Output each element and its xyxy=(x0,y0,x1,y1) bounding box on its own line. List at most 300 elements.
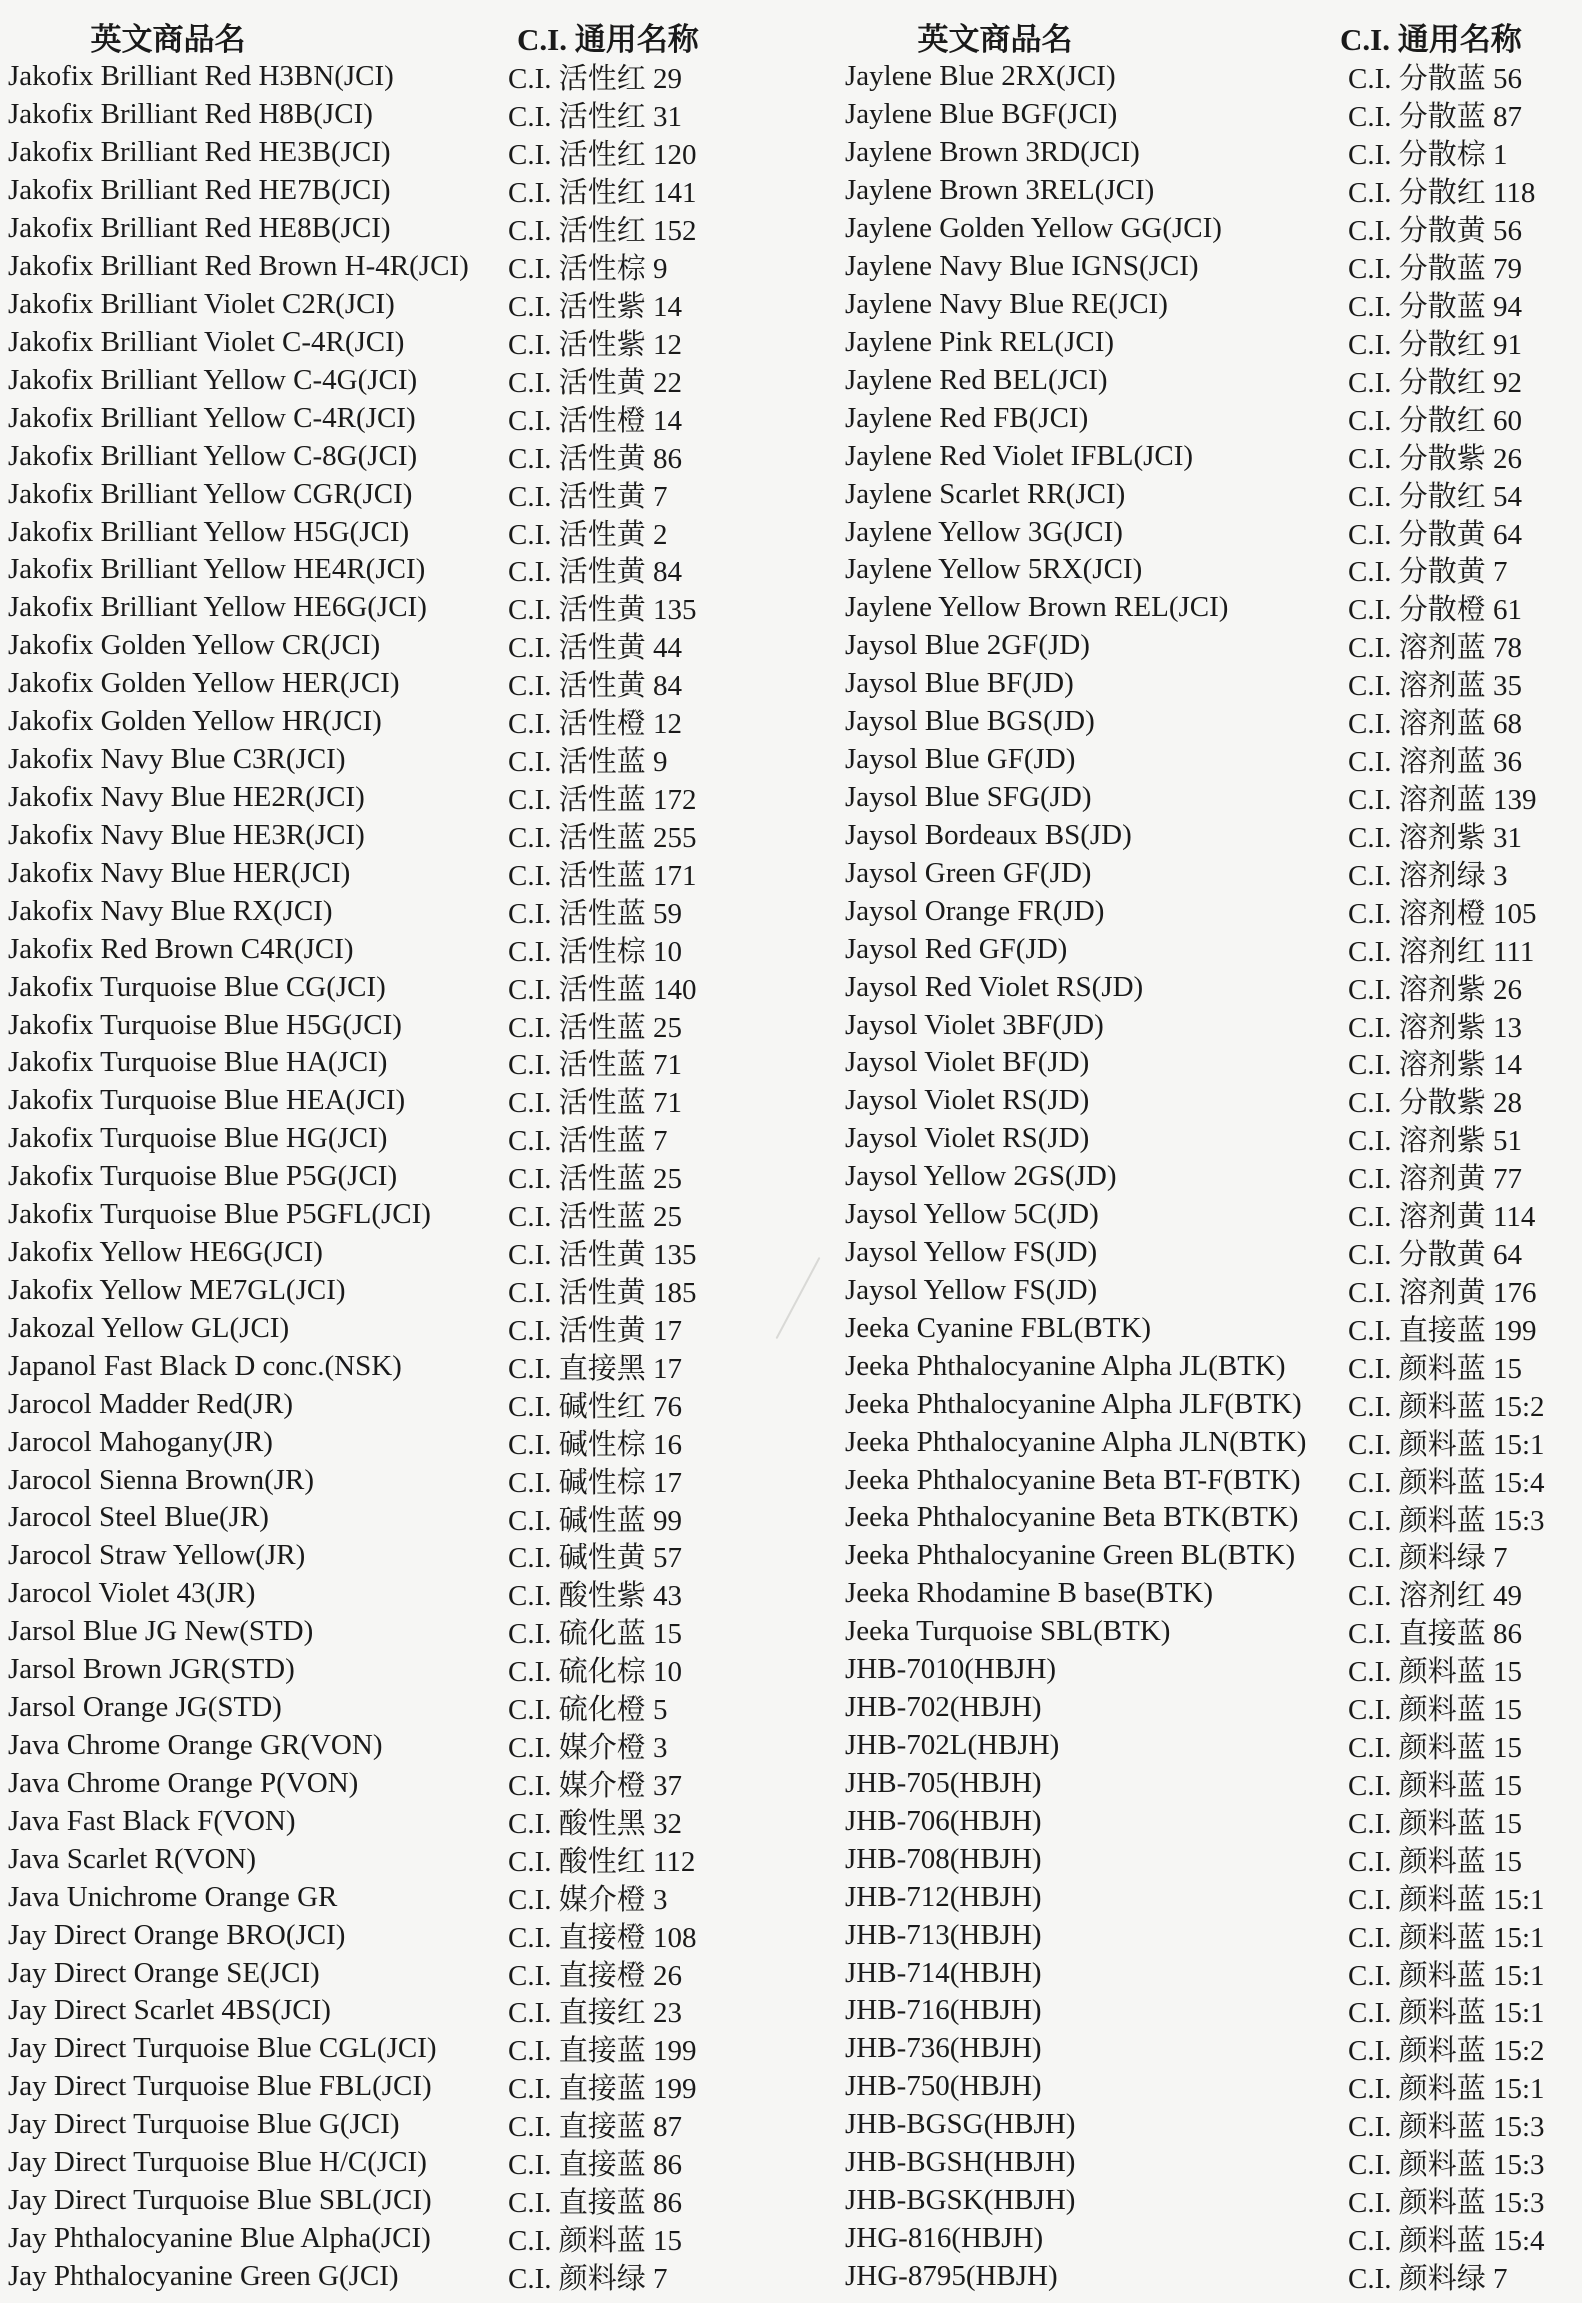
trade-name-cell: Jarocol Madder Red(JR) xyxy=(8,1387,294,1420)
trade-name-cell: Jeeka Phthalocyanine Alpha JL(BTK) xyxy=(845,1349,1286,1382)
table-row xyxy=(790,551,1582,589)
trade-name-cell: JHG-816(HBJH) xyxy=(845,2222,1044,2254)
ci-name-cell: C.I. 分散紫 26 xyxy=(1348,442,1523,475)
trade-name-cell: Jarocol Steel Blue(JR) xyxy=(8,1501,269,1534)
table-row xyxy=(0,627,790,665)
table-row xyxy=(0,1916,790,1954)
ci-name-cell: C.I. 直接蓝 86 xyxy=(1348,1618,1523,1651)
trade-name-cell: Jaylene Yellow Brown REL(JCI) xyxy=(845,591,1229,624)
table-row xyxy=(0,2144,790,2182)
trade-name-cell: Jakofix Navy Blue HER(JCI) xyxy=(8,856,351,889)
ci-name-cell: C.I. 分散紫 28 xyxy=(1348,1087,1523,1120)
trade-name-cell: JHB-750(HBJH) xyxy=(845,2070,1042,2103)
trade-name-cell: Jaysol Blue GF(JD) xyxy=(845,743,1076,776)
ci-name-cell: C.I. 酸性红 112 xyxy=(508,1845,696,1878)
ci-name-cell: C.I. 颜料蓝 15:4 xyxy=(1348,1466,1545,1499)
table-row xyxy=(790,627,1582,665)
trade-name-cell: JHB-736(HBJH) xyxy=(845,2032,1042,2065)
table-row xyxy=(0,1802,790,1840)
table-row xyxy=(790,1461,1582,1499)
table-row xyxy=(0,58,790,96)
trade-name-cell: Jeeka Phthalocyanine Green BL(BTK) xyxy=(845,1539,1296,1572)
ci-name-cell: C.I. 颜料蓝 15:4 xyxy=(1348,2225,1545,2258)
table-row xyxy=(0,361,790,399)
trade-name-cell: Jakofix Navy Blue C3R(JCI) xyxy=(8,743,346,776)
ci-name-cell: C.I. 溶剂紫 26 xyxy=(1348,973,1523,1006)
table-row xyxy=(790,1689,1582,1727)
trade-name-cell: Jaysol Blue BF(JD) xyxy=(845,667,1074,700)
ci-name-cell: C.I. 直接蓝 87 xyxy=(508,2111,683,2144)
ci-name-cell: C.I. 颜料绿 7 xyxy=(1348,2262,1508,2295)
ci-name-cell: C.I. 硫化蓝 15 xyxy=(508,1618,683,1651)
ci-name-cell: C.I. 颜料绿 7 xyxy=(508,2262,668,2295)
table-row xyxy=(0,551,790,589)
ci-name-cell: C.I. 活性橙 14 xyxy=(508,404,683,437)
table-row xyxy=(790,1992,1582,2030)
table-row xyxy=(0,513,790,551)
table-row xyxy=(0,2068,790,2106)
table-row xyxy=(0,1044,790,1082)
table-row xyxy=(790,1347,1582,1385)
table-row xyxy=(0,248,790,286)
ci-name-cell: C.I. 活性蓝 59 xyxy=(508,897,683,930)
ci-name-cell: C.I. 分散蓝 79 xyxy=(1348,253,1523,286)
table-row xyxy=(0,1575,790,1613)
trade-name-cell: Jaysol Green GF(JD) xyxy=(845,856,1092,889)
ci-name-cell: C.I. 溶剂黄 114 xyxy=(1348,1201,1536,1234)
ci-name-cell: C.I. 直接蓝 86 xyxy=(508,2149,683,2182)
table-row xyxy=(790,2030,1582,2068)
ci-name-cell: C.I. 活性蓝 255 xyxy=(508,821,697,854)
ci-name-cell: C.I. 直接蓝 86 xyxy=(508,2187,683,2220)
trade-name-cell: Jaysol Violet RS(JD) xyxy=(845,1122,1090,1155)
ci-name-cell: C.I. 颜料蓝 15 xyxy=(1348,1656,1523,1689)
ci-name-cell: C.I. 颜料蓝 15:3 xyxy=(1348,2187,1545,2220)
trade-name-cell: Jaylene Navy Blue RE(JCI) xyxy=(845,287,1168,320)
table-row xyxy=(0,1764,790,1802)
table-row xyxy=(0,779,790,817)
table-row xyxy=(790,892,1582,930)
trade-name-cell: Jaylene Red Violet IFBL(JCI) xyxy=(845,439,1194,472)
trade-name-cell: Jay Direct Turquoise Blue CGL(JCI) xyxy=(8,2032,437,2065)
trade-name-cell: Jeeka Cyanine FBL(BTK) xyxy=(845,1311,1152,1344)
table-row xyxy=(0,1727,790,1765)
ci-name-cell: C.I. 分散蓝 94 xyxy=(1348,291,1523,323)
trade-name-cell: Jaysol Bordeaux BS(JD) xyxy=(845,818,1132,851)
trade-name-cell: Jaylene Golden Yellow GG(JCI) xyxy=(845,212,1222,245)
ci-name-cell: C.I. 直接蓝 199 xyxy=(1348,1314,1537,1347)
trade-name-cell: Jaylene Yellow 3G(JCI) xyxy=(845,515,1123,548)
table-row xyxy=(0,323,790,361)
table-row xyxy=(790,2144,1582,2182)
trade-name-cell: Jay Phthalocyanine Blue Alpha(JCI) xyxy=(8,2222,431,2254)
ci-name-cell: C.I. 活性蓝 25 xyxy=(508,1201,683,1234)
trade-name-cell: Jaysol Blue 2GF(JD) xyxy=(845,629,1090,662)
ci-name-cell: C.I. 活性黄 22 xyxy=(508,366,683,399)
ci-name-cell: C.I. 碱性红 76 xyxy=(508,1390,683,1423)
table-row xyxy=(0,1878,790,1916)
trade-name-cell: Jaysol Blue BGS(JD) xyxy=(845,705,1095,738)
ci-name-cell: C.I. 活性蓝 71 xyxy=(508,1087,683,1120)
ci-name-cell: C.I. 分散黄 7 xyxy=(1348,556,1508,589)
trade-name-cell: Java Chrome Orange GR(VON) xyxy=(8,1729,383,1762)
table-row xyxy=(790,1651,1582,1689)
left-table xyxy=(0,14,790,2295)
table-row xyxy=(0,1537,790,1575)
ci-name-cell: C.I. 活性黄 2 xyxy=(508,518,668,551)
trade-name-cell: Jaysol Orange FR(JD) xyxy=(845,894,1105,927)
trade-name-cell: Jaylene Scarlet RR(JCI) xyxy=(845,477,1126,510)
table-row xyxy=(0,1992,790,2030)
ci-name-cell: C.I. 颜料蓝 15:3 xyxy=(1348,2149,1545,2182)
trade-name-cell: Jay Direct Turquoise Blue SBL(JCI) xyxy=(8,2184,432,2217)
trade-name-cell: Jeeka Turquoise SBL(BTK) xyxy=(845,1615,1171,1648)
trade-name-cell: Jakozal Yellow GL(JCI) xyxy=(8,1311,290,1344)
trade-name-cell: Jakofix Turquoise Blue HA(JCI) xyxy=(8,1046,388,1079)
table-row xyxy=(0,930,790,968)
ci-name-cell: C.I. 活性黄 86 xyxy=(508,442,683,475)
ci-name-cell: C.I. 活性棕 10 xyxy=(508,935,683,968)
table-row xyxy=(0,1272,790,1310)
table-row xyxy=(790,286,1582,324)
trade-name-cell: Jay Direct Orange SE(JCI) xyxy=(8,1956,320,1989)
trade-name-cell: Jakofix Turquoise Blue H5G(JCI) xyxy=(8,1008,402,1041)
table-row xyxy=(790,2106,1582,2144)
ci-name-cell: C.I. 颜料蓝 15 xyxy=(1348,1352,1523,1385)
ci-name-cell: C.I. 活性蓝 7 xyxy=(508,1125,668,1158)
trade-name-cell: Jakofix Golden Yellow HR(JCI) xyxy=(8,705,382,738)
table-row xyxy=(790,1234,1582,1272)
table-row xyxy=(790,513,1582,551)
ci-name-cell: C.I. 活性黄 135 xyxy=(508,594,697,627)
table-row xyxy=(0,2182,790,2220)
table-row xyxy=(0,1309,790,1347)
table-row xyxy=(790,2220,1582,2258)
table-row xyxy=(0,854,790,892)
ci-name-cell: C.I. 活性蓝 171 xyxy=(508,859,697,892)
trade-name-cell: Jakofix Brilliant Red H3BN(JCI) xyxy=(8,60,394,93)
ci-name-cell: C.I. 活性红 29 xyxy=(508,63,683,96)
ci-name-cell: C.I. 颜料蓝 15 xyxy=(1348,1694,1523,1727)
ci-name-cell: C.I. 溶剂蓝 36 xyxy=(1348,746,1523,779)
ci-name-cell: C.I. 活性紫 12 xyxy=(508,328,683,361)
ci-name-cell: C.I. 活性橙 12 xyxy=(508,708,683,741)
right-table xyxy=(790,14,1582,2295)
ci-name-cell: C.I. 溶剂黄 176 xyxy=(1348,1276,1537,1309)
ci-name-cell: C.I. 分散红 118 xyxy=(1348,177,1536,210)
table-row xyxy=(0,968,790,1006)
trade-name-cell: JHB-713(HBJH) xyxy=(845,1918,1042,1951)
ci-name-cell: C.I. 活性紫 14 xyxy=(508,291,683,323)
trade-name-cell: Jay Direct Scarlet 4BS(JCI) xyxy=(8,1994,331,2027)
trade-name-cell: Jarsol Orange JG(STD) xyxy=(8,1691,282,1724)
table-row xyxy=(790,1006,1582,1044)
ci-name-cell: C.I. 分散红 91 xyxy=(1348,328,1523,361)
right-table-body xyxy=(790,58,1582,2295)
ci-name-cell: C.I. 活性黄 135 xyxy=(508,1239,697,1272)
table-row xyxy=(0,1385,790,1423)
table-row xyxy=(790,1158,1582,1196)
trade-name-cell: Jakofix Turquoise Blue HG(JCI) xyxy=(8,1122,388,1155)
ci-name-cell: C.I. 溶剂蓝 139 xyxy=(1348,783,1537,816)
table-row xyxy=(0,172,790,210)
table-row xyxy=(0,1423,790,1461)
table-row xyxy=(0,1006,790,1044)
trade-name-cell: Jakofix Navy Blue RX(JCI) xyxy=(8,894,333,927)
table-row xyxy=(790,2182,1582,2220)
trade-name-cell: Jaysol Red GF(JD) xyxy=(845,932,1068,965)
ci-name-cell: C.I. 颜料蓝 15:1 xyxy=(1348,1883,1545,1916)
table-row xyxy=(790,58,1582,96)
ci-name-cell: C.I. 颜料蓝 15:1 xyxy=(1348,1997,1545,2030)
ci-name-cell: C.I. 硫化橙 5 xyxy=(508,1694,668,1727)
table-row xyxy=(790,1499,1582,1537)
ci-name-cell: C.I. 溶剂蓝 35 xyxy=(1348,670,1523,703)
table-row xyxy=(790,2068,1582,2106)
trade-name-cell: Jakofix Brilliant Red Brown H-4R(JCI) xyxy=(8,250,469,283)
table-row xyxy=(0,703,790,741)
table-row xyxy=(790,1309,1582,1347)
table-row xyxy=(790,1423,1582,1461)
table-row xyxy=(790,1840,1582,1878)
table-row xyxy=(0,741,790,779)
trade-name-cell: Jakofix Turquoise Blue P5G(JCI) xyxy=(8,1160,398,1193)
table-row xyxy=(790,1044,1582,1082)
table-row xyxy=(0,816,790,854)
table-row xyxy=(790,665,1582,703)
ci-name-cell: C.I. 溶剂紫 51 xyxy=(1348,1125,1523,1158)
column-header-ci-name: C.I. 通用名称 xyxy=(517,22,699,57)
trade-name-cell: Jarocol Violet 43(JR) xyxy=(8,1577,256,1610)
trade-name-cell: JHB-BGSH(HBJH) xyxy=(845,2146,1076,2179)
table-row xyxy=(790,248,1582,286)
trade-name-cell: Jarsol Brown JGR(STD) xyxy=(8,1653,295,1686)
table-row xyxy=(0,1120,790,1158)
ci-name-cell: C.I. 溶剂紫 13 xyxy=(1348,1011,1523,1044)
ci-name-cell: C.I. 颜料蓝 15 xyxy=(1348,1769,1523,1802)
table-row xyxy=(0,665,790,703)
table-row xyxy=(790,779,1582,817)
ci-name-cell: C.I. 溶剂蓝 68 xyxy=(1348,708,1523,741)
table-row xyxy=(0,2220,790,2258)
trade-name-cell: Jaylene Blue 2RX(JCI) xyxy=(845,60,1116,93)
trade-name-cell: Jarocol Straw Yellow(JR) xyxy=(8,1539,306,1572)
trade-name-cell: JHB-712(HBJH) xyxy=(845,1880,1042,1913)
trade-name-cell: Jeeka Rhodamine B base(BTK) xyxy=(845,1577,1214,1610)
table-row xyxy=(0,1954,790,1992)
table-row xyxy=(790,437,1582,475)
table-row xyxy=(790,475,1582,513)
table-row xyxy=(0,1613,790,1651)
table-row xyxy=(790,1385,1582,1423)
table-row xyxy=(790,2257,1582,2295)
table-row xyxy=(0,2257,790,2295)
table-row xyxy=(0,589,790,627)
trade-name-cell: Jakofix Navy Blue HE2R(JCI) xyxy=(8,780,365,813)
trade-name-cell: JHB-7010(HBJH) xyxy=(845,1653,1057,1686)
ci-name-cell: C.I. 酸性紫 43 xyxy=(508,1580,683,1613)
ci-name-cell: C.I. 颜料蓝 15:2 xyxy=(1348,2035,1545,2068)
left-table-body xyxy=(0,58,790,2295)
table-row xyxy=(790,1613,1582,1651)
trade-name-cell: JHG-8795(HBJH) xyxy=(845,2259,1058,2292)
ci-name-cell: C.I. 分散蓝 87 xyxy=(1348,101,1523,134)
trade-name-cell: JHB-714(HBJH) xyxy=(845,1956,1042,1989)
table-row xyxy=(790,210,1582,248)
table-row xyxy=(790,854,1582,892)
ci-name-cell: C.I. 颜料蓝 15 xyxy=(1348,1807,1523,1840)
ci-name-cell: C.I. 颜料蓝 15:3 xyxy=(1348,1504,1545,1537)
ci-name-cell: C.I. 碱性棕 17 xyxy=(508,1466,683,1499)
trade-name-cell: Jakofix Brilliant Red H8B(JCI) xyxy=(8,98,373,131)
ci-name-cell: C.I. 溶剂紫 14 xyxy=(1348,1049,1523,1082)
trade-name-cell: JHB-706(HBJH) xyxy=(845,1804,1042,1837)
table-row xyxy=(790,741,1582,779)
trade-name-cell: Jaylene Blue BGF(JCI) xyxy=(845,98,1118,131)
ci-name-cell: C.I. 直接红 23 xyxy=(508,1997,683,2030)
trade-name-cell: Jaylene Brown 3RD(JCI) xyxy=(845,136,1140,169)
ci-name-cell: C.I. 颜料蓝 15 xyxy=(1348,1845,1523,1878)
trade-name-cell: Jay Direct Turquoise Blue FBL(JCI) xyxy=(8,2070,432,2103)
trade-name-cell: Jaylene Brown 3REL(JCI) xyxy=(845,174,1155,207)
trade-name-cell: Jay Phthalocyanine Green G(JCI) xyxy=(8,2259,399,2292)
ci-name-cell: C.I. 颜料蓝 15:2 xyxy=(1348,1390,1545,1423)
ci-name-cell: C.I. 溶剂蓝 78 xyxy=(1348,632,1523,665)
table-row xyxy=(0,1196,790,1234)
ci-name-cell: C.I. 溶剂绿 3 xyxy=(1348,859,1508,892)
ci-name-cell: C.I. 分散蓝 56 xyxy=(1348,63,1523,96)
ci-name-cell: C.I. 活性黄 84 xyxy=(508,556,683,589)
ci-name-cell: C.I. 分散黄 64 xyxy=(1348,1239,1523,1272)
ci-name-cell: C.I. 媒介橙 3 xyxy=(508,1732,668,1765)
table-row xyxy=(790,1916,1582,1954)
trade-name-cell: Jakofix Red Brown C4R(JCI) xyxy=(8,932,354,965)
table-row xyxy=(790,589,1582,627)
ci-name-cell: C.I. 活性蓝 25 xyxy=(508,1163,683,1196)
column-header-trade-name: 英文商品名 xyxy=(90,22,246,57)
trade-name-cell: Jarsol Blue JG New(STD) xyxy=(8,1615,314,1648)
table-row xyxy=(0,437,790,475)
ci-name-cell: C.I. 分散黄 56 xyxy=(1348,215,1523,248)
trade-name-cell: Jakofix Brilliant Yellow C-8G(JCI) xyxy=(8,439,418,472)
ci-name-cell: C.I. 活性蓝 9 xyxy=(508,746,668,779)
table-row xyxy=(790,1575,1582,1613)
ci-name-cell: C.I. 硫化棕 10 xyxy=(508,1656,683,1689)
trade-name-cell: Java Scarlet R(VON) xyxy=(8,1842,257,1875)
table-row xyxy=(790,1082,1582,1120)
trade-name-cell: Jakofix Golden Yellow CR(JCI) xyxy=(8,629,381,662)
left-table-header xyxy=(0,14,790,58)
table-row xyxy=(0,1158,790,1196)
table-row xyxy=(790,930,1582,968)
trade-name-cell: JHB-BGSG(HBJH) xyxy=(845,2108,1076,2141)
table-row xyxy=(0,210,790,248)
table-row xyxy=(0,1347,790,1385)
trade-name-cell: JHB-702(HBJH) xyxy=(845,1691,1042,1724)
trade-name-cell: Jakofix Brilliant Red HE8B(JCI) xyxy=(8,212,391,245)
trade-name-cell: Jeeka Phthalocyanine Beta BT-F(BTK) xyxy=(845,1463,1301,1496)
ci-name-cell: C.I. 活性黄 185 xyxy=(508,1276,697,1309)
ci-name-cell: C.I. 颜料蓝 15:1 xyxy=(1348,1959,1545,1992)
table-row xyxy=(790,1954,1582,1992)
ci-name-cell: C.I. 分散黄 64 xyxy=(1348,518,1523,551)
ci-name-cell: C.I. 溶剂红 49 xyxy=(1348,1580,1523,1613)
ci-name-cell: C.I. 活性黄 17 xyxy=(508,1314,683,1347)
ci-name-cell: C.I. 碱性黄 57 xyxy=(508,1542,683,1575)
ci-name-cell: C.I. 活性黄 84 xyxy=(508,670,683,703)
trade-name-cell: Jay Direct Turquoise Blue H/C(JCI) xyxy=(8,2146,427,2179)
trade-name-cell: Jarocol Mahogany(JR) xyxy=(8,1425,273,1458)
ci-name-cell: C.I. 分散棕 1 xyxy=(1348,139,1508,172)
trade-name-cell: Jakofix Brilliant Violet C-4R(JCI) xyxy=(8,325,405,358)
ci-name-cell: C.I. 活性红 31 xyxy=(508,101,683,134)
ci-name-cell: C.I. 颜料蓝 15:1 xyxy=(1348,1428,1545,1461)
trade-name-cell: Java Fast Black F(VON) xyxy=(8,1804,296,1837)
ci-name-cell: C.I. 活性蓝 25 xyxy=(508,1011,683,1044)
ci-name-cell: C.I. 分散红 54 xyxy=(1348,480,1523,513)
trade-name-cell: Jay Direct Orange BRO(JCI) xyxy=(8,1918,346,1951)
right-table-header xyxy=(790,14,1582,58)
ci-name-cell: C.I. 直接橙 108 xyxy=(508,1921,697,1954)
table-row xyxy=(0,134,790,172)
trade-name-cell: Jaysol Blue SFG(JD) xyxy=(845,780,1092,813)
ci-name-cell: C.I. 颜料蓝 15 xyxy=(508,2225,683,2258)
ci-name-cell: C.I. 分散红 92 xyxy=(1348,366,1523,399)
trade-name-cell: Jaysol Yellow FS(JD) xyxy=(845,1273,1098,1306)
table-row xyxy=(790,703,1582,741)
table-row xyxy=(790,134,1582,172)
trade-name-cell: Jakofix Brilliant Yellow C-4R(JCI) xyxy=(8,401,416,434)
table-row xyxy=(790,816,1582,854)
column-header-trade-name: 英文商品名 xyxy=(917,22,1073,57)
ci-name-cell: C.I. 溶剂紫 31 xyxy=(1348,821,1523,854)
trade-name-cell: Jeeka Phthalocyanine Alpha JLN(BTK) xyxy=(845,1425,1307,1458)
trade-name-cell: Jakofix Navy Blue HE3R(JCI) xyxy=(8,818,365,851)
table-row xyxy=(790,172,1582,210)
ci-name-cell: C.I. 直接蓝 199 xyxy=(508,2073,697,2106)
ci-name-cell: C.I. 颜料绿 7 xyxy=(1348,1542,1508,1575)
ci-name-cell: C.I. 分散红 60 xyxy=(1348,404,1523,437)
table-row xyxy=(0,399,790,437)
table-row xyxy=(0,892,790,930)
table-row xyxy=(0,96,790,134)
trade-name-cell: Jakofix Brilliant Red HE7B(JCI) xyxy=(8,174,391,207)
trade-name-cell: Jaysol Yellow 5C(JD) xyxy=(845,1198,1099,1231)
trade-name-cell: Jarocol Sienna Brown(JR) xyxy=(8,1463,315,1496)
trade-name-cell: Jakofix Yellow ME7GL(JCI) xyxy=(8,1273,346,1306)
ci-name-cell: C.I. 颜料蓝 15:3 xyxy=(1348,2111,1545,2144)
trade-name-cell: Java Unichrome Orange GR xyxy=(8,1880,338,1913)
trade-name-cell: Jaylene Red FB(JCI) xyxy=(845,401,1089,434)
trade-name-cell: Jakofix Turquoise Blue CG(JCI) xyxy=(8,970,386,1003)
table-row xyxy=(790,1802,1582,1840)
trade-name-cell: Jakofix Brilliant Yellow CGR(JCI) xyxy=(8,477,413,510)
table-row xyxy=(790,1120,1582,1158)
ci-name-cell: C.I. 直接橙 26 xyxy=(508,1959,683,1992)
ci-name-cell: C.I. 酸性黑 32 xyxy=(508,1807,683,1840)
trade-name-cell: Jaylene Red BEL(JCI) xyxy=(845,363,1108,396)
ci-name-cell: C.I. 活性蓝 172 xyxy=(508,783,697,816)
table-row xyxy=(790,1272,1582,1310)
ci-name-cell: C.I. 溶剂红 111 xyxy=(1348,935,1535,968)
trade-name-cell: Jakofix Brilliant Yellow HE4R(JCI) xyxy=(8,553,426,586)
trade-name-cell: Jaysol Yellow FS(JD) xyxy=(845,1236,1098,1269)
table-row xyxy=(790,399,1582,437)
ci-name-cell: C.I. 颜料蓝 15:1 xyxy=(1348,1921,1545,1954)
trade-name-cell: Jeeka Phthalocyanine Beta BTK(BTK) xyxy=(845,1501,1299,1534)
trade-name-cell: JHB-716(HBJH) xyxy=(845,1994,1042,2027)
ci-name-cell: C.I. 媒介橙 3 xyxy=(508,1883,668,1916)
